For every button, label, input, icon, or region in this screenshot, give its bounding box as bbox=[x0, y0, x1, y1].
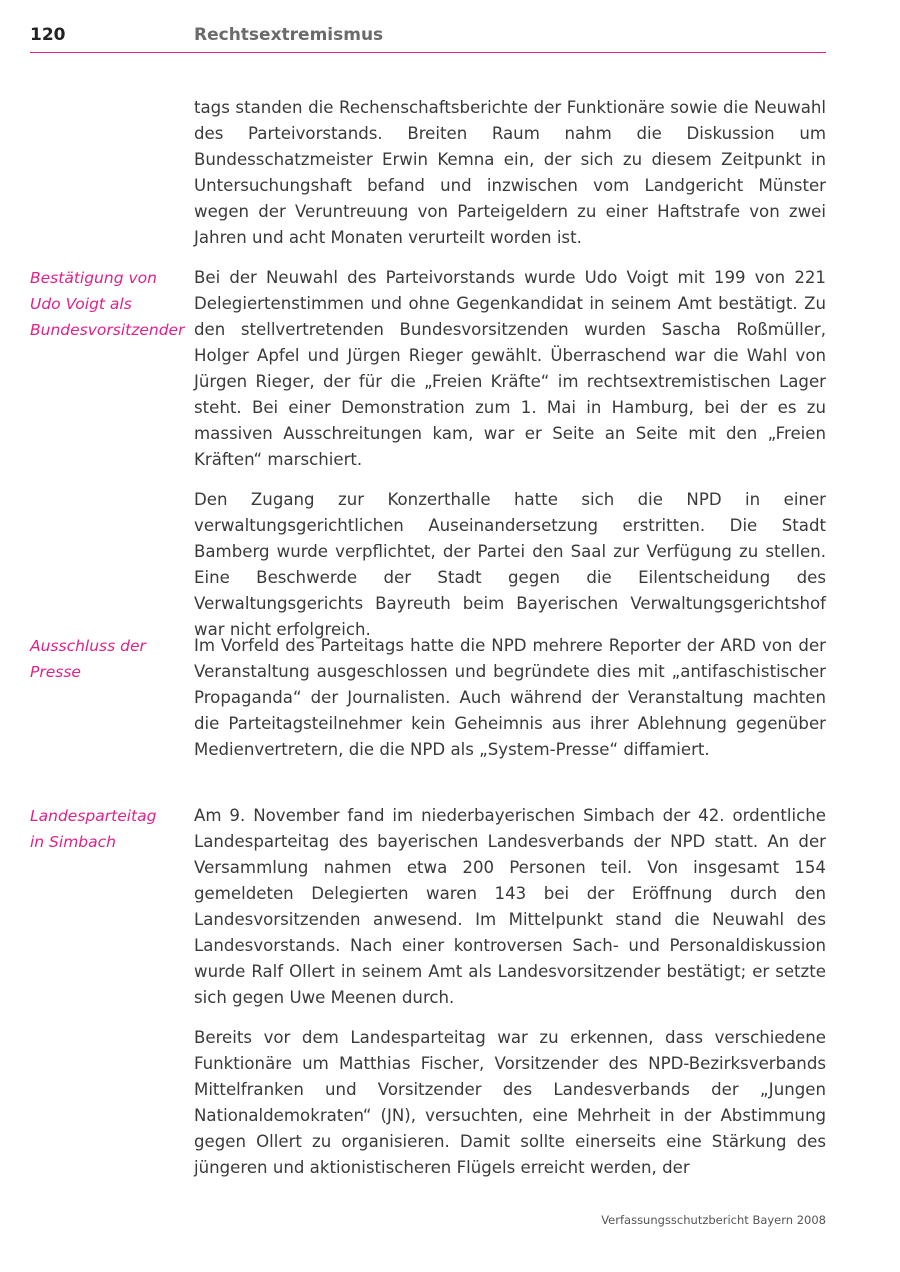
paragraph-simbach: Am 9. November fand im niederbayerischen Simbach der 42. ordentliche Landesparteitag des bayerischen Landesverbands der NPD statt. An der Versammlung nahmen etwa 200 Personen teil. Von insgesamt 154 gemeldeten Delegierten waren 143 bei der Eröffnung durch den Landesvorsitzenden anwesend. Im Mittelpunkt stand die Neuwahl des Landesvorstands. Nach einer kontroversen Sach- und Personaldiskussion wurde Ralf Ollert in seinem Amt als Landesvorsitzender bestätigt; er setzte sich gegen Uwe Meenen durch. bbox=[194, 806, 826, 1007]
paragraph-konzerthalle: Den Zugang zur Konzerthalle hatte sich die NPD in einer verwaltungsgerichtlichen Auseinandersetzung erstritten. Die Stadt Bamberg wurde verpflichtet, der Partei den Saal zur Verfügung zu stellen. Eine Beschwerde der Stadt gegen die Eilentscheidung des Verwaltungsgerichts Bayreuth beim Bayerischen Verwaltungsgerichtshof war nicht erfolgreich. bbox=[194, 490, 826, 639]
page-header bbox=[30, 22, 826, 53]
margin-note-line: Landesparteitag bbox=[30, 807, 157, 825]
margin-note-line: Bestätigung von bbox=[30, 269, 157, 287]
margin-note-presse bbox=[30, 633, 192, 685]
page-number: 120 bbox=[30, 25, 66, 45]
paragraph-voigt: Bei der Neuwahl des Parteivorstands wurde Udo Voigt mit 199 von 221 Delegiertenstimmen und ohne Gegenkandidat in seinem Amt bestätigt. Zu den stellvertretenden Bundesvorsitzenden wurden Sascha Roßmüller, Holger Apfel und Jürgen Rieger gewählt. Überraschend war die Wahl von Jürgen Rieger, der für die „Freien Kräfte“ im rechtsextremistischen Lager steht. Bei einer Demonstration zum 1. Mai in Hamburg, bei der es zu massiven Ausschreitungen kam, war er Seite an Seite mit den „Freien Kräften“ marschiert. bbox=[194, 268, 826, 469]
margin-note-line: Udo Voigt als bbox=[30, 295, 132, 313]
margin-note-simbach bbox=[30, 803, 192, 855]
paragraph-intro: tags standen die Rechenschaftsberichte der Funktionäre sowie die Neuwahl des Parteivorstands. Breiten Raum nahm die Diskussion um Bundesschatzmeister Erwin Kemna ein, der sich zu diesem Zeitpunkt in Untersuchungshaft befand und inzwischen vom Landgericht Münster wegen der Veruntreuung von Parteigeldern zu einer Haftstrafe von zwei Jahren und acht Monaten verurteilt worden ist. bbox=[194, 98, 826, 247]
margin-note-line: Bundesvorsitzender bbox=[30, 321, 185, 339]
margin-note-voigt bbox=[30, 265, 192, 343]
margin-note-line: Presse bbox=[30, 663, 81, 681]
paragraph-fischer: Bereits vor dem Landesparteitag war zu erkennen, dass verschiedene Funktionäre um Matthias Fischer, Vorsitzender des NPD-Bezirksverbands Mittelfranken und Vorsitzender des Landesverbands der „Jungen Nationaldemokraten“ (JN), versuchten, eine Mehrheit in der Abstimmung gegen Ollert zu organisieren. Damit sollte einerseits eine Stärkung des jüngeren und aktionistischeren Flügels erreicht werden, der bbox=[194, 1028, 826, 1177]
margin-note-line: in Simbach bbox=[30, 833, 116, 851]
page-footer: Verfassungsschutzbericht Bayern 2008 bbox=[601, 1213, 826, 1227]
running-title: Rechtsextremismus bbox=[194, 25, 384, 45]
paragraph-presse: Im Vorfeld des Parteitags hatte die NPD mehrere Reporter der ARD von der Veranstaltung ausgeschlossen und begründete dies mit „antifaschistischer Propaganda“ der Journalisten. Auch während der Veranstaltung machten die Parteitagsteilnehmer kein Geheimnis aus ihrer Ablehnung gegenüber Medienvertretern, die die NPD als „System-Presse“ diffamiert. bbox=[194, 636, 826, 759]
margin-note-line: Ausschluss der bbox=[30, 637, 146, 655]
